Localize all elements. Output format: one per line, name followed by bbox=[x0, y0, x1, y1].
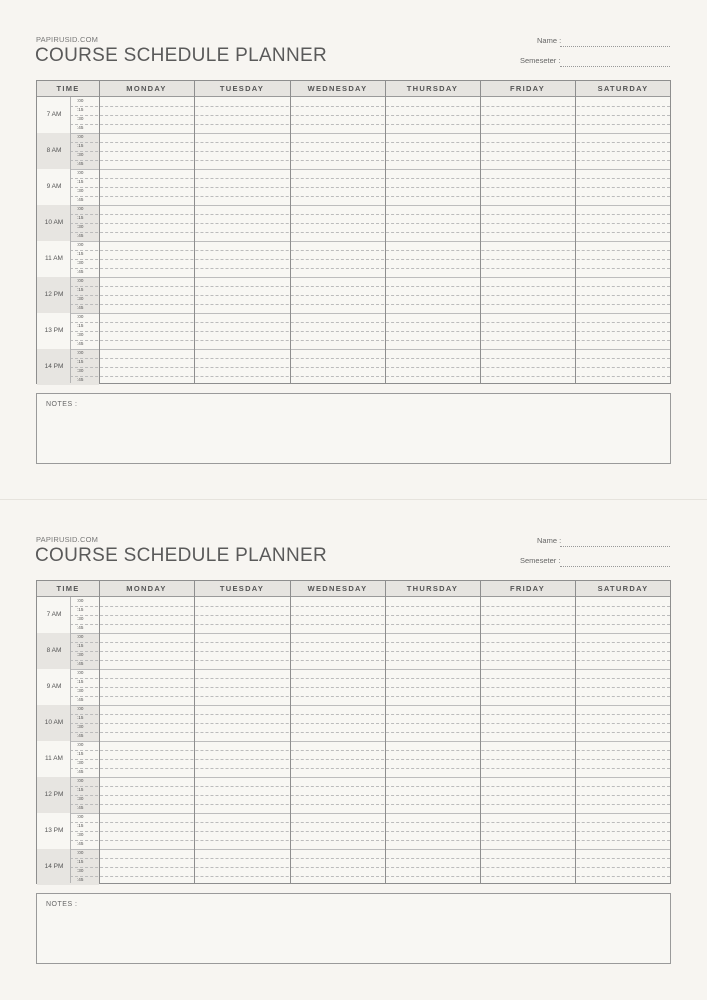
header-tuesday: TUESDAY bbox=[219, 584, 265, 593]
column-divider bbox=[480, 581, 481, 883]
minute-label: :00 bbox=[77, 170, 84, 175]
minute-label: :00 bbox=[77, 706, 84, 711]
slot-line bbox=[70, 187, 670, 188]
slot-line bbox=[70, 196, 670, 197]
slot-line bbox=[70, 831, 670, 832]
minute-label: :45 bbox=[77, 733, 84, 738]
slot-line bbox=[70, 723, 670, 724]
slot-line bbox=[70, 651, 670, 652]
minute-label: :45 bbox=[77, 625, 84, 630]
minute-label: :45 bbox=[77, 125, 84, 130]
header-wednesday: WEDNESDAY bbox=[307, 84, 368, 93]
hour-label: 12 PM bbox=[44, 791, 64, 798]
name-label: Name : bbox=[537, 36, 562, 45]
hour-label: 11 AM bbox=[45, 255, 63, 262]
minute-label: :45 bbox=[77, 661, 84, 666]
header-friday: FRIDAY bbox=[509, 84, 546, 93]
slot-line bbox=[70, 106, 670, 107]
notes-label: NOTES : bbox=[46, 401, 78, 408]
minute-label: :30 bbox=[77, 616, 84, 621]
slot-line bbox=[70, 376, 670, 377]
slot-line bbox=[70, 124, 670, 125]
column-divider bbox=[99, 581, 100, 883]
hour-label: 13 PM bbox=[44, 827, 64, 834]
minute-label: :15 bbox=[77, 715, 84, 720]
slot-line bbox=[70, 615, 670, 616]
minute-label: :15 bbox=[77, 251, 84, 256]
slot-line bbox=[70, 606, 670, 607]
minute-label: :15 bbox=[77, 359, 84, 364]
slot-line bbox=[70, 696, 670, 697]
slot-line bbox=[70, 304, 670, 305]
header-friday: FRIDAY bbox=[509, 584, 546, 593]
minute-label: :45 bbox=[77, 697, 84, 702]
minute-label: :15 bbox=[77, 143, 84, 148]
minute-label: :45 bbox=[77, 769, 84, 774]
semester-field[interactable] bbox=[560, 566, 670, 567]
notes-label: NOTES : bbox=[46, 901, 78, 908]
minute-label: :00 bbox=[77, 98, 84, 103]
time-divider bbox=[70, 97, 71, 383]
minute-label: :15 bbox=[77, 179, 84, 184]
slot-line bbox=[70, 858, 670, 859]
minute-label: :00 bbox=[77, 598, 84, 603]
minute-label: :30 bbox=[77, 152, 84, 157]
minute-label: :00 bbox=[77, 350, 84, 355]
slot-line bbox=[70, 660, 670, 661]
slot-line bbox=[70, 367, 670, 368]
minute-label: :45 bbox=[77, 305, 84, 310]
minute-label: :45 bbox=[77, 805, 84, 810]
slot-line bbox=[70, 160, 670, 161]
slot-line bbox=[70, 813, 670, 814]
column-divider bbox=[290, 581, 291, 883]
slot-line bbox=[70, 277, 670, 278]
minute-label: :30 bbox=[77, 796, 84, 801]
column-divider bbox=[480, 81, 481, 383]
minute-label: :30 bbox=[77, 188, 84, 193]
slot-line bbox=[70, 849, 670, 850]
slot-line bbox=[70, 777, 670, 778]
slot-line bbox=[70, 142, 670, 143]
slot-line bbox=[70, 286, 670, 287]
semester-label: Semeseter : bbox=[520, 556, 561, 565]
slot-line bbox=[70, 340, 670, 341]
minute-label: :15 bbox=[77, 323, 84, 328]
slot-line bbox=[70, 687, 670, 688]
minute-label: :45 bbox=[77, 341, 84, 346]
slot-line bbox=[70, 876, 670, 877]
slot-line bbox=[70, 678, 670, 679]
slot-line bbox=[70, 642, 670, 643]
slot-line bbox=[70, 214, 670, 215]
minute-label: :15 bbox=[77, 107, 84, 112]
hour-label: 10 AM bbox=[44, 719, 64, 726]
minute-label: :45 bbox=[77, 377, 84, 382]
minute-label: :30 bbox=[77, 652, 84, 657]
slot-line bbox=[70, 786, 670, 787]
slot-line bbox=[70, 295, 670, 296]
header-saturday: SATURDAY bbox=[597, 84, 649, 93]
header-time: TIME bbox=[56, 84, 80, 93]
minute-label: :15 bbox=[77, 215, 84, 220]
minute-label: :30 bbox=[77, 760, 84, 765]
slot-line bbox=[70, 624, 670, 625]
slot-line bbox=[70, 714, 670, 715]
minute-label: :30 bbox=[77, 296, 84, 301]
slot-line bbox=[70, 795, 670, 796]
slot-line bbox=[70, 115, 670, 116]
minute-label: :15 bbox=[77, 679, 84, 684]
brand-label: PAPIRUSID.COM bbox=[36, 535, 99, 544]
minute-label: :00 bbox=[77, 134, 84, 139]
hour-label: 9 AM bbox=[46, 683, 62, 690]
column-divider bbox=[385, 581, 386, 883]
hour-label: 12 PM bbox=[44, 291, 64, 298]
minute-label: :30 bbox=[77, 832, 84, 837]
slot-line bbox=[70, 169, 670, 170]
minute-label: :15 bbox=[77, 859, 84, 864]
column-divider bbox=[385, 81, 386, 383]
header-saturday: SATURDAY bbox=[597, 584, 649, 593]
minute-label: :00 bbox=[77, 314, 84, 319]
name-field[interactable] bbox=[560, 546, 670, 547]
slot-line bbox=[70, 151, 670, 152]
column-divider bbox=[194, 81, 195, 383]
minute-label: :45 bbox=[77, 841, 84, 846]
minute-label: :15 bbox=[77, 787, 84, 792]
slot-line bbox=[70, 741, 670, 742]
minute-label: :30 bbox=[77, 368, 84, 373]
minute-label: :00 bbox=[77, 778, 84, 783]
slot-line bbox=[70, 133, 670, 134]
minute-label: :30 bbox=[77, 332, 84, 337]
semester-label: Semeseter : bbox=[520, 56, 561, 65]
schedule-grid bbox=[36, 80, 671, 384]
column-divider bbox=[194, 581, 195, 883]
minute-label: :30 bbox=[77, 868, 84, 873]
minute-label: :30 bbox=[77, 224, 84, 229]
column-divider bbox=[290, 81, 291, 383]
header-time: TIME bbox=[56, 584, 80, 593]
slot-line bbox=[70, 804, 670, 805]
schedule-grid bbox=[36, 580, 671, 884]
name-field[interactable] bbox=[560, 46, 670, 47]
slot-line bbox=[70, 633, 670, 634]
slot-line bbox=[70, 313, 670, 314]
time-divider bbox=[70, 597, 71, 883]
slot-line bbox=[70, 178, 670, 179]
header-monday: MONDAY bbox=[126, 84, 167, 93]
page-title: COURSE SCHEDULE PLANNER bbox=[35, 45, 327, 66]
slot-line bbox=[70, 331, 670, 332]
page-title: COURSE SCHEDULE PLANNER bbox=[35, 545, 327, 566]
hour-label: 7 AM bbox=[46, 611, 62, 618]
minute-label: :45 bbox=[77, 197, 84, 202]
hour-label: 11 AM bbox=[45, 755, 63, 762]
slot-line bbox=[70, 732, 670, 733]
hour-label: 14 PM bbox=[44, 363, 64, 370]
semester-field[interactable] bbox=[560, 66, 670, 67]
minute-label: :00 bbox=[77, 278, 84, 283]
slot-line bbox=[70, 840, 670, 841]
notes-box[interactable] bbox=[36, 893, 671, 964]
minute-label: :15 bbox=[77, 751, 84, 756]
minute-label: :45 bbox=[77, 269, 84, 274]
slot-line bbox=[70, 705, 670, 706]
hour-label: 10 AM bbox=[44, 219, 64, 226]
slot-line bbox=[70, 759, 670, 760]
minute-label: :30 bbox=[77, 724, 84, 729]
minute-label: :30 bbox=[77, 116, 84, 121]
brand-label: PAPIRUSID.COM bbox=[36, 35, 99, 44]
column-divider bbox=[99, 81, 100, 383]
planner-sheet-2 bbox=[0, 500, 707, 1000]
header-monday: MONDAY bbox=[126, 584, 167, 593]
minute-label: :15 bbox=[77, 643, 84, 648]
minute-label: :00 bbox=[77, 814, 84, 819]
hour-label: 8 AM bbox=[46, 647, 62, 654]
minute-label: :30 bbox=[77, 260, 84, 265]
slot-line bbox=[70, 259, 670, 260]
slot-line bbox=[70, 358, 670, 359]
column-divider bbox=[575, 581, 576, 883]
header-wednesday: WEDNESDAY bbox=[307, 584, 368, 593]
slot-line bbox=[70, 205, 670, 206]
header-thursday: THURSDAY bbox=[406, 584, 459, 593]
minute-label: :15 bbox=[77, 607, 84, 612]
minute-label: :00 bbox=[77, 670, 84, 675]
header-thursday: THURSDAY bbox=[406, 84, 459, 93]
slot-line bbox=[70, 669, 670, 670]
minute-label: :00 bbox=[77, 206, 84, 211]
minute-label: :30 bbox=[77, 688, 84, 693]
name-label: Name : bbox=[537, 536, 562, 545]
hour-label: 7 AM bbox=[46, 111, 62, 118]
minute-label: :00 bbox=[77, 634, 84, 639]
slot-line bbox=[70, 322, 670, 323]
minute-label: :00 bbox=[77, 850, 84, 855]
minute-label: :45 bbox=[77, 233, 84, 238]
slot-line bbox=[70, 822, 670, 823]
slot-line bbox=[70, 223, 670, 224]
hour-label: 14 PM bbox=[44, 863, 64, 870]
notes-box[interactable] bbox=[36, 393, 671, 464]
minute-label: :00 bbox=[77, 242, 84, 247]
slot-line bbox=[70, 750, 670, 751]
slot-line bbox=[70, 867, 670, 868]
slot-line bbox=[70, 268, 670, 269]
minute-label: :15 bbox=[77, 823, 84, 828]
column-divider bbox=[575, 81, 576, 383]
slot-line bbox=[70, 250, 670, 251]
hour-label: 8 AM bbox=[46, 147, 62, 154]
header-tuesday: TUESDAY bbox=[219, 84, 265, 93]
slot-line bbox=[70, 241, 670, 242]
slot-line bbox=[70, 232, 670, 233]
hour-label: 13 PM bbox=[44, 327, 64, 334]
minute-label: :00 bbox=[77, 742, 84, 747]
minute-label: :45 bbox=[77, 877, 84, 882]
minute-label: :45 bbox=[77, 161, 84, 166]
slot-line bbox=[70, 768, 670, 769]
minute-label: :15 bbox=[77, 287, 84, 292]
slot-line bbox=[70, 349, 670, 350]
hour-label: 9 AM bbox=[46, 183, 62, 190]
